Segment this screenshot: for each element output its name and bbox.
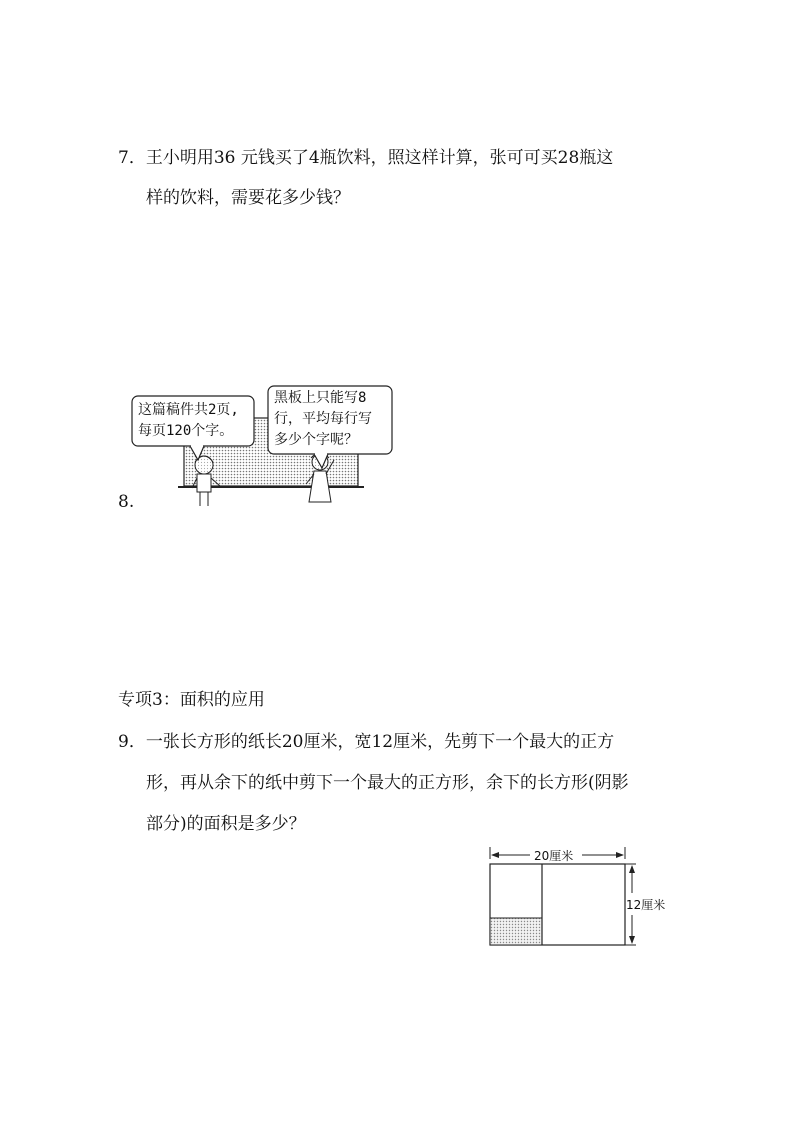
rectangle-diagram (484, 845, 684, 950)
question-9 (118, 730, 614, 754)
question-7-number: 7． (118, 148, 146, 168)
question-9-number: 9． (118, 732, 146, 752)
width-label: 12厘米 (626, 898, 666, 912)
section-3-title: 专项3：面积的应用 (118, 690, 265, 710)
question-9-line-2: 形，再从余下的纸中剪下一个最大的正方形，余下的长方形(阴影 (146, 773, 629, 793)
speech-bubble-left-text: 这篇稿件共2页, 每页120个字。 (138, 402, 239, 439)
length-label: 20厘米 (534, 849, 574, 863)
question-9-line-3: 部分)的面积是多少？ (146, 814, 306, 834)
blackboard-illustration (128, 380, 398, 510)
shaded-remainder (490, 918, 542, 945)
question-7-line-2: 样的饮料，需要花多少钱？ (146, 188, 350, 208)
question-7 (118, 146, 613, 170)
question-8-number: 8. (118, 492, 135, 512)
question-9-line-1: 一张长方形的纸长20厘米，宽12厘米，先剪下一个最大的正方 (145, 732, 615, 752)
question-7-line-1: 王小明用36 元钱买了4瓶饮料，照这样计算，张可可买28瓶这 (145, 148, 614, 168)
speech-bubble-right-text: 黑板上只能写8 行，平均每行写 多少个字呢？ (274, 390, 372, 448)
